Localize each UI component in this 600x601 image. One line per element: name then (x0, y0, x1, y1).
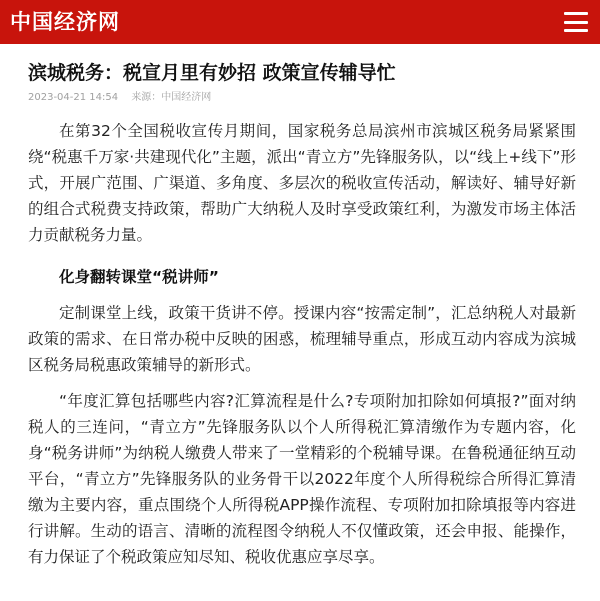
article-paragraph: 在第32个全国税收宣传月期间，国家税务总局滨州市滨城区税务局紧紧围绕“税惠千万家·共建现代化”主题，派出“青立方”先锋服务队，以“线上+线下”形式，开展广范围、广渠道、多角度、多层次的税收宣传活动，解读好、辅导好新的组合式税费支持政策，帮助广大纳税人及时享受政策红利，为激发市场主体活力贡献税务力量。 (28, 122, 576, 244)
menu-bar-top (564, 12, 588, 15)
article-meta (28, 90, 584, 106)
menu-bar-middle (564, 21, 588, 24)
article-title: 滨城税务：税宣月里有妙招 政策宣传辅导忙 (28, 62, 396, 84)
article-datetime: 2023-04-21 14:54 (28, 92, 119, 103)
article-paragraph: 定制课堂上线，政策干货讲不停。授课内容“按需定制”，汇总纳税人对最新政策的需求、在日常办税中反映的困惑，梳理辅导重点，形成互动内容成为滨城区税务局税惠政策辅导的新形式。 (28, 304, 576, 374)
section-heading: 化身翻转课堂“税讲师” (59, 268, 219, 286)
site-header (0, 0, 600, 44)
site-logo[interactable]: 中国经济网 (10, 9, 120, 34)
menu-bar-bottom (564, 29, 588, 32)
article-body (28, 44, 584, 570)
hamburger-menu-icon[interactable] (564, 12, 588, 32)
article-source: 来源：中国经济网 (131, 92, 212, 103)
article-paragraph: “年度汇算包括哪些内容?汇算流程是什么?专项附加扣除如何填报?”面对纳税人的三连问，“青立方”先锋服务队以个人所得税汇算清缴作为专题内容，化身“税务讲师”为纳税人缴费人带来了一堂精彩的个税辅导课。在鲁税通征纳互动平台，“青立方”先锋服务队的业务骨干以2022年度个人所得税综合所得汇算清缴为主要内容，重点围绕个人所得税APP操作流程、专项附加扣除填报等内容进行讲解。生动的语言、清晰的流程图令纳税人不仅懂政策，还会申报、能操作，有力保证了个税政策应知尽知、税收优惠应享尽享。 (28, 392, 576, 566)
